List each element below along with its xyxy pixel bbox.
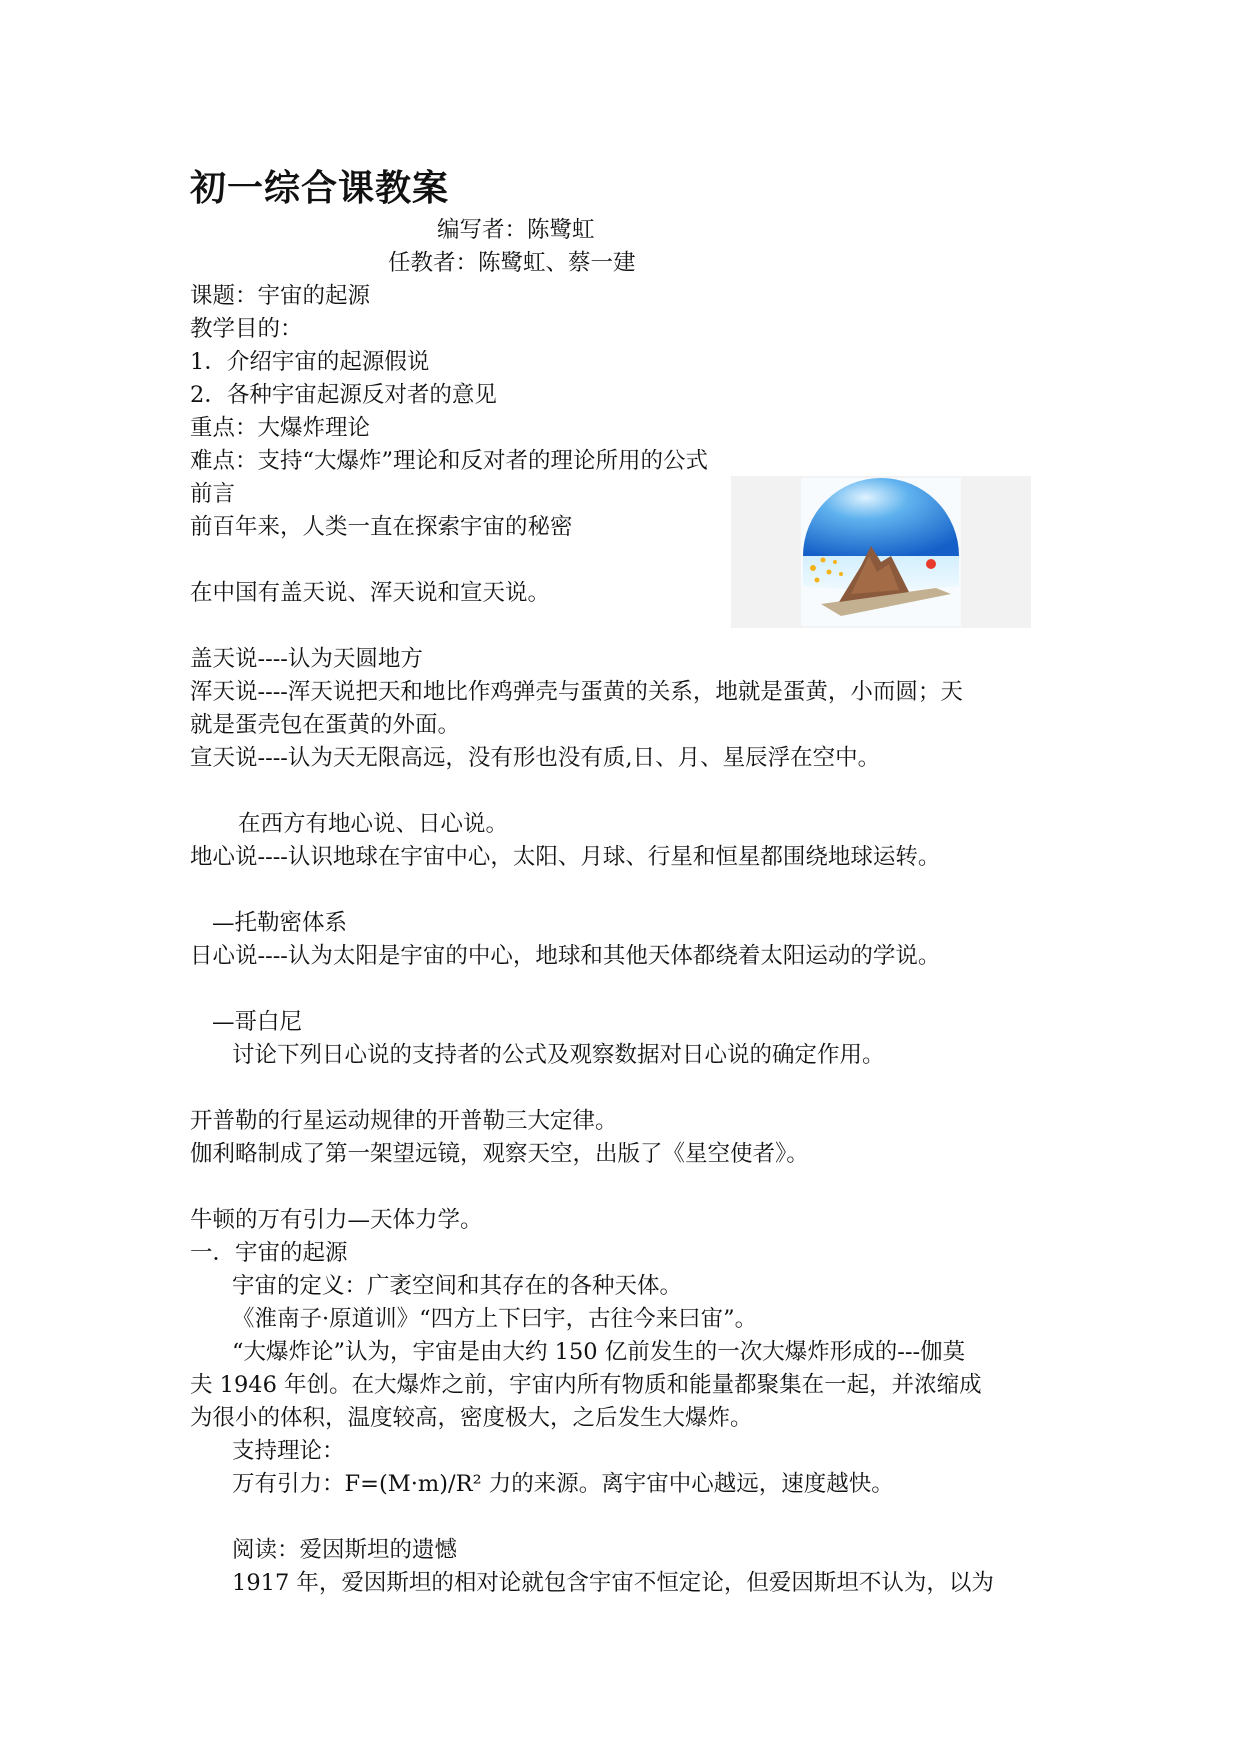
paragraph: 为很小的体积，温度较高，密度极大，之后发生大爆炸。 (190, 1405, 753, 1431)
paragraph: 宇宙的定义：广袤空间和其存在的各种天体。 (232, 1273, 683, 1299)
paragraph: 牛顿的万有引力—天体力学。 (190, 1207, 483, 1233)
paragraph: 1917 年，爱因斯坦的相对论就包含宇宙不恒定论，但爱因斯坦不认为，以为 (232, 1570, 994, 1596)
dome-icon (731, 476, 1031, 628)
paragraph: 盖天说----认为天圆地方 (190, 646, 423, 672)
paragraph: 讨论下列日心说的支持者的公式及观察数据对日心说的确定作用。 (232, 1042, 885, 1068)
paragraph: 前百年来，人类一直在探索宇宙的秘密 (190, 514, 573, 540)
paragraph: 浑天说----浑天说把天和地比作鸡弹壳与蛋黄的关系，地就是蛋黄，小而圆；天 (190, 679, 963, 705)
paragraph: 夫 1946 年创。在大爆炸之前，宇宙内所有物质和能量都聚集在一起，并浓缩成 (190, 1372, 982, 1398)
paragraph: 《淮南子·原道训》“四方上下曰宇，古往今来曰宙”。 (232, 1306, 758, 1332)
goals-heading: 教学目的： (190, 316, 303, 342)
goal-item: 1．介绍宇宙的起源假说 (190, 349, 430, 375)
topic-line: 课题：宇宙的起源 (190, 283, 371, 309)
paragraph: 日心说----认为太阳是宇宙的中心，地球和其他天体都绕着太阳运动的学说。 (190, 943, 941, 969)
paragraph: 开普勒的行星运动规律的开普勒三大定律。 (190, 1108, 618, 1134)
paragraph: 在西方有地心说、日心说。 (238, 811, 509, 837)
paragraph: 宣天说----认为天无限高远，没有形也没有质,日、月、星辰浮在空中。 (190, 745, 881, 771)
section-heading: 一．宇宙的起源 (190, 1240, 348, 1266)
focus-line: 重点：大爆炸理论 (190, 415, 371, 441)
goal-item: 2．各种宇宙起源反对者的意见 (190, 382, 497, 408)
paragraph: 就是蛋壳包在蛋黄的外面。 (190, 712, 461, 738)
document-title: 初一综合课教案 (190, 168, 450, 209)
formula-line: 万有引力：F=(M·m)/R² 力的来源。离宇宙中心越远，速度越快。 (232, 1471, 894, 1497)
paragraph: 地心说----认识地球在宇宙中心，太阳、月球、行星和恒星都围绕地球运转。 (190, 844, 941, 870)
paragraph: 在中国有盖天说、浑天说和宣天说。 (190, 580, 551, 606)
teachers-line: 任教者：陈鹭虹、蔡一建 (388, 250, 636, 276)
preface-heading: 前言 (190, 481, 236, 507)
paragraph: —托勒密体系 (212, 910, 348, 936)
paragraph: “大爆炸论”认为，宇宙是由大约 150 亿前发生的一次大爆炸形成的---伽莫 (232, 1339, 966, 1365)
dome-sky-illustration (731, 476, 1031, 628)
paragraph: 阅读：爱因斯坦的遗憾 (232, 1537, 458, 1563)
difficulty-line: 难点：支持“大爆炸”理论和反对者的理论所用的公式 (190, 448, 709, 474)
author-line: 编写者：陈鹭虹 (437, 217, 595, 243)
paragraph: 伽利略制成了第一架望远镜，观察天空，出版了《星空使者》。 (190, 1141, 809, 1167)
paragraph: —哥白尼 (212, 1009, 303, 1035)
paragraph: 支持理论： (232, 1438, 345, 1464)
